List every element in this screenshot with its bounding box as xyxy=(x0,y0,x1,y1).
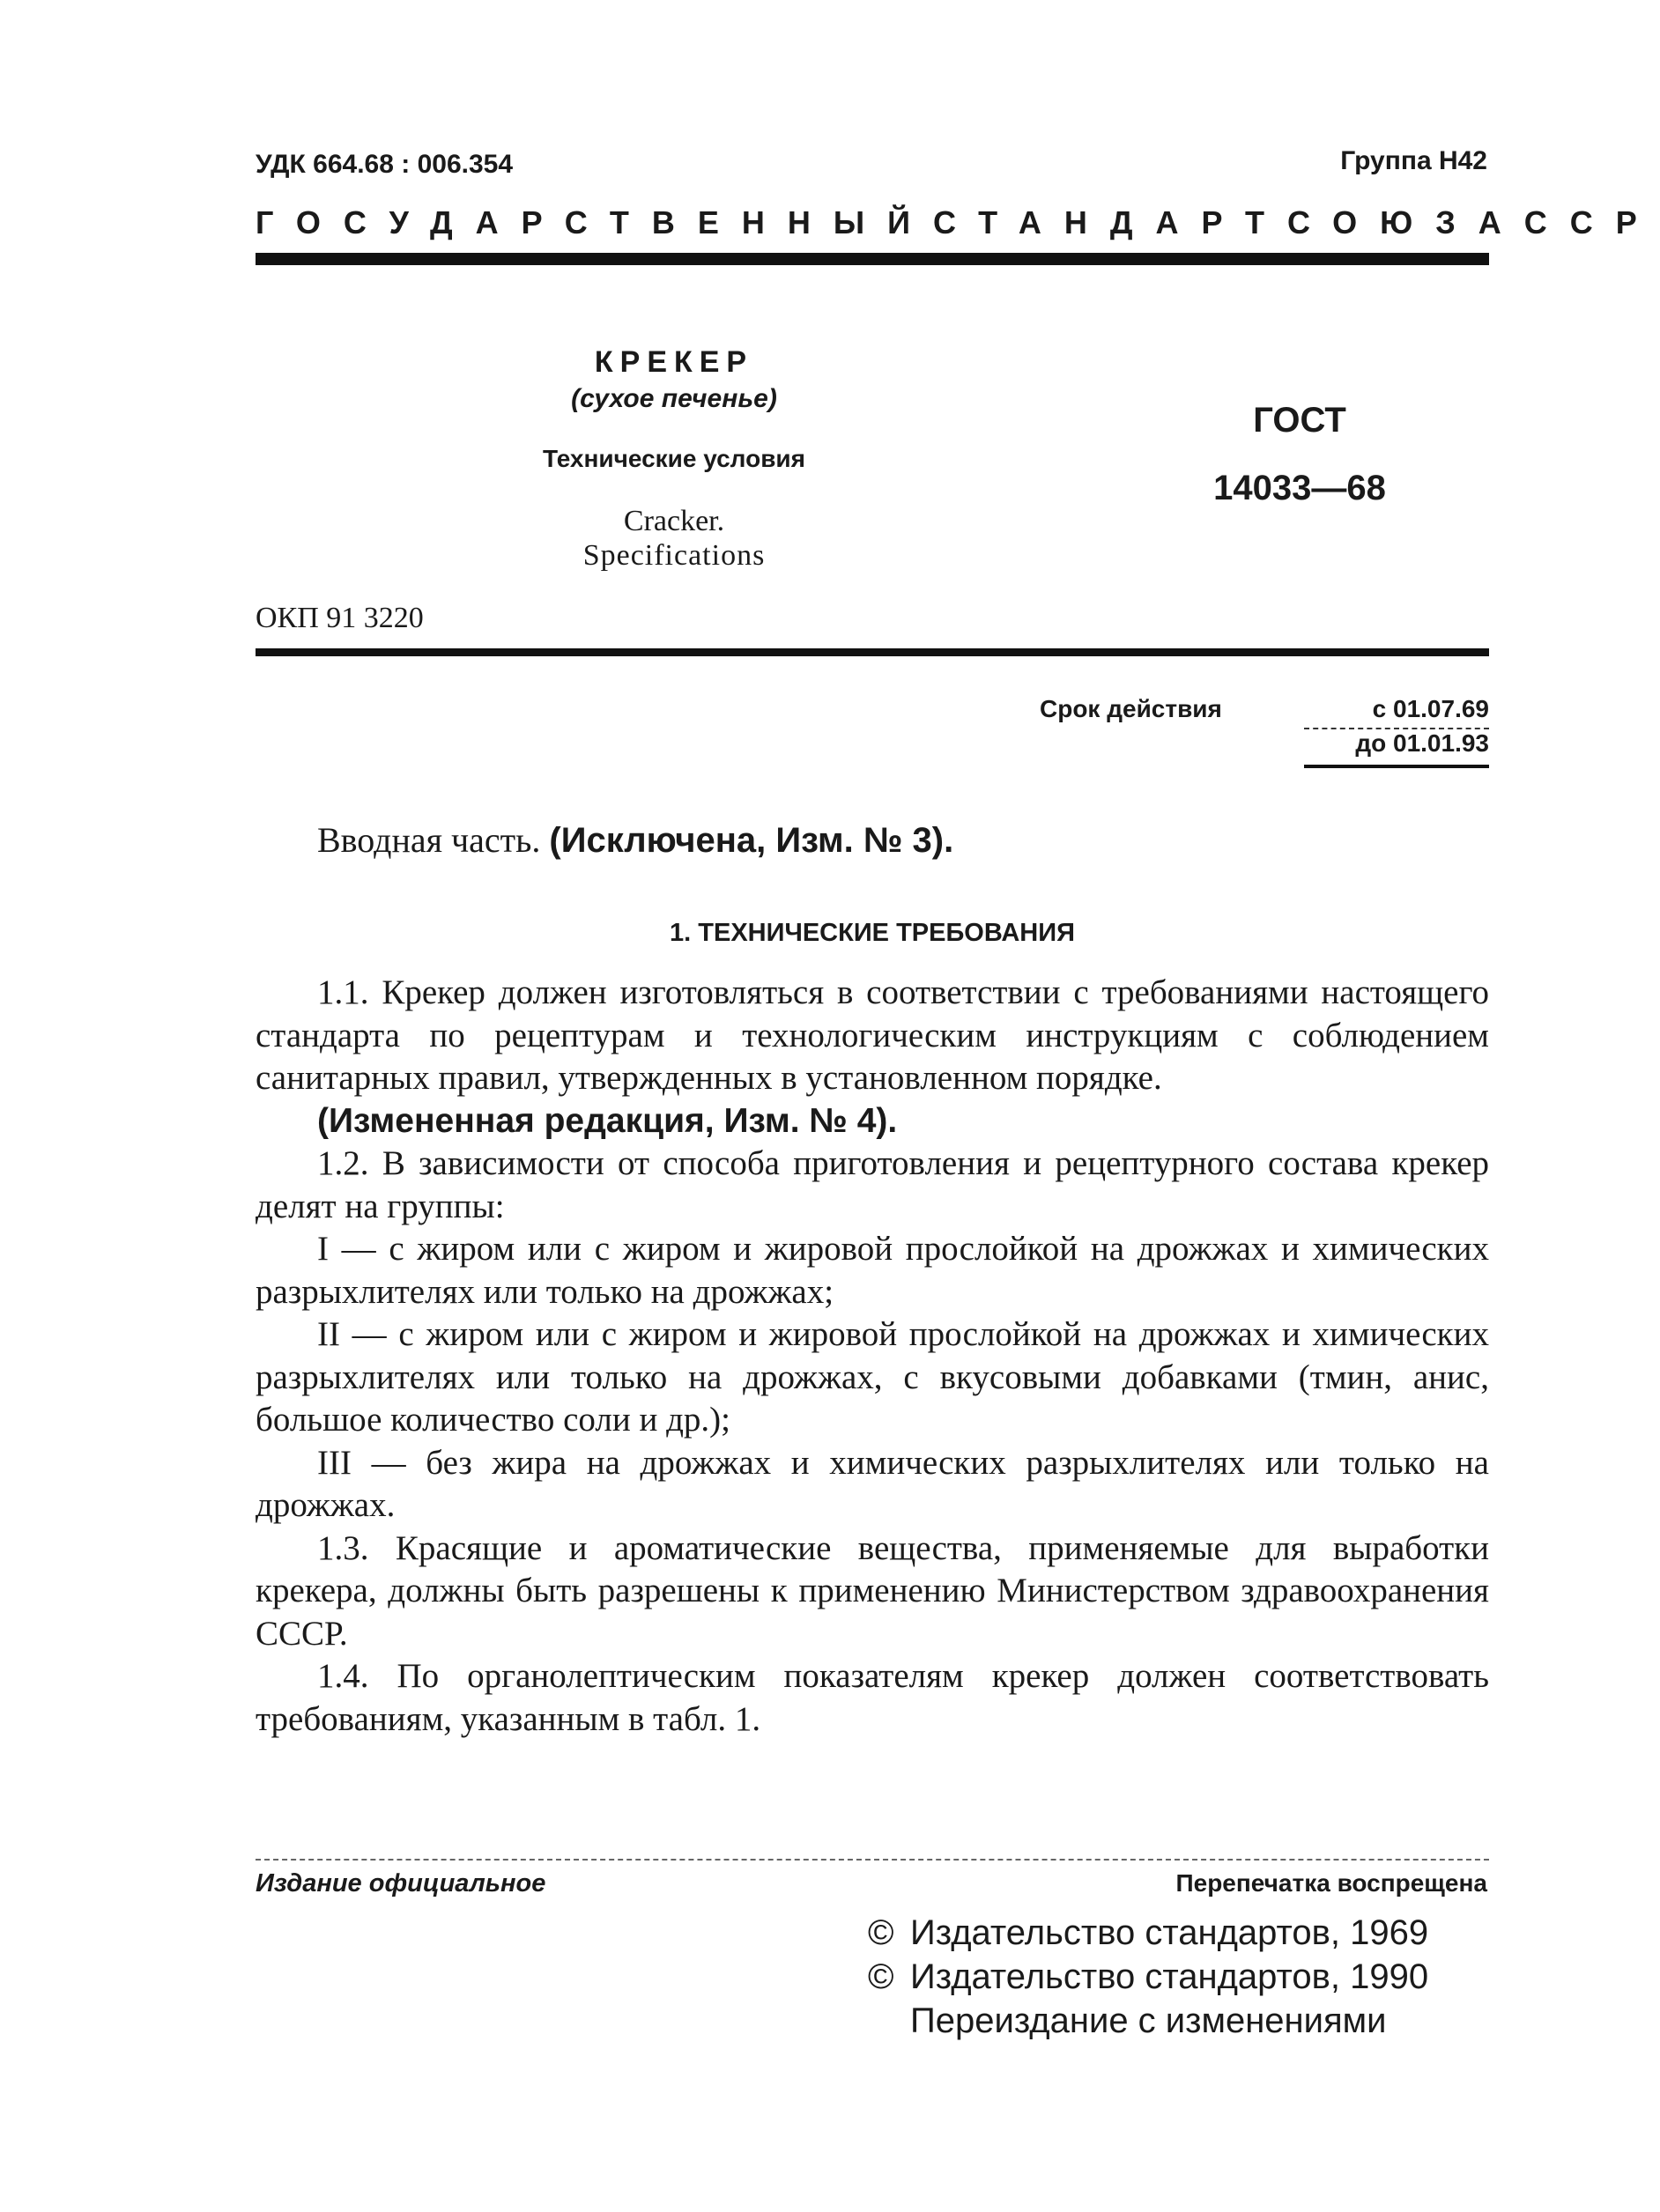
copyright-icon: © xyxy=(868,1957,894,1996)
english-spec: Specifications xyxy=(582,539,766,572)
group-II: II — с жиром или с жиром и жировой прослойкой на дрожжах и химических разрыхлителях или только на дрожжах, с вкусовыми добавками (тмин, анис, большое количество соли и др.); xyxy=(256,1315,1489,1439)
paragraph-1-1-note: (Измененная редакция, Изм. № 4). xyxy=(317,1101,898,1140)
validity-to: до 01.01.93 xyxy=(1355,729,1489,757)
paragraph-1-4: 1.4. По органолептическим показателям крекер должен соответствовать требованиям, указанным в табл. 1. xyxy=(256,1657,1489,1738)
reprint-notice: Перепечатка воспрещена xyxy=(1175,1869,1487,1897)
product-title: КРЕКЕР xyxy=(594,345,754,379)
paragraph-1-3: 1.3. Красящие и ароматические вещества, применяемые для выработки крекера, должны быть разрешены к применению Министерством здравоохранения СССР. xyxy=(256,1528,1489,1653)
gost-label: ГОСТ xyxy=(1253,401,1346,440)
paragraph-1-1: 1.1. Крекер должен изготовляться в соответствии с требованиями настоящего стандарта по рецептурам и технологическим инструкциям с соблюдением санитарных правил, утвержденных в установленном порядке. xyxy=(256,973,1489,1097)
standard-word-1: ГОСУДАРСТВЕННЫЙ xyxy=(256,204,934,240)
standard-heading xyxy=(256,204,1660,241)
product-subtitle: (сухое печенье) xyxy=(571,384,777,413)
intro-text: Вводная часть. xyxy=(317,820,541,860)
publisher-1990-text: Издательство стандартов, 1990 xyxy=(910,1957,1429,1996)
title-block-rule xyxy=(256,648,1489,656)
header-rule xyxy=(256,253,1489,265)
reissue-note xyxy=(868,2001,1387,2041)
intro-line xyxy=(317,819,953,861)
okp-code: ОКП 91 3220 xyxy=(256,602,424,634)
group-I: I — с жиром или с жиром и жировой прослойкой на дрожжах и химических разрыхлителях или только на дрожжах; xyxy=(256,1230,1489,1311)
udk-code: УДК 664.68 : 006.354 xyxy=(256,150,514,179)
group-III: III — без жира на дрожжах и химических разрыхлителях или только на дрожжах. xyxy=(256,1443,1489,1524)
footer-rule xyxy=(256,1859,1489,1861)
paragraph-1-2: 1.2. В зависимости от способа приготовления и рецептурного состава крекер делят на группы: xyxy=(256,1144,1489,1225)
standard-word-3: СОЮЗА xyxy=(1287,204,1524,240)
spec-title: Технические условия xyxy=(543,445,805,472)
standard-word-2: СТАНДАРТ xyxy=(933,204,1288,240)
body-text xyxy=(256,972,1489,1741)
validity-from: с 01.07.69 xyxy=(1372,695,1489,722)
standard-word-4: ССР xyxy=(1523,204,1660,240)
publisher-1969 xyxy=(868,1913,1428,1953)
validity-rule xyxy=(1304,765,1489,768)
section-title: 1. ТЕХНИЧЕСКИЕ ТРЕБОВАНИЯ xyxy=(670,919,1075,947)
copyright-icon: © xyxy=(868,1913,894,1952)
publisher-1969-text: Издательство стандартов, 1969 xyxy=(910,1913,1429,1952)
gost-number: 14033—68 xyxy=(1213,469,1386,507)
official-edition: Издание официальное xyxy=(256,1869,546,1898)
english-title: Cracker. xyxy=(623,505,725,537)
validity-label: Срок действия xyxy=(1040,695,1222,722)
intro-note: (Исключена, Изм. № 3). xyxy=(549,821,954,860)
publisher-1990 xyxy=(868,1957,1428,1997)
group-code: Группа Н42 xyxy=(1340,146,1487,175)
reissue-text: Переиздание с изменениями xyxy=(910,2001,1387,2040)
